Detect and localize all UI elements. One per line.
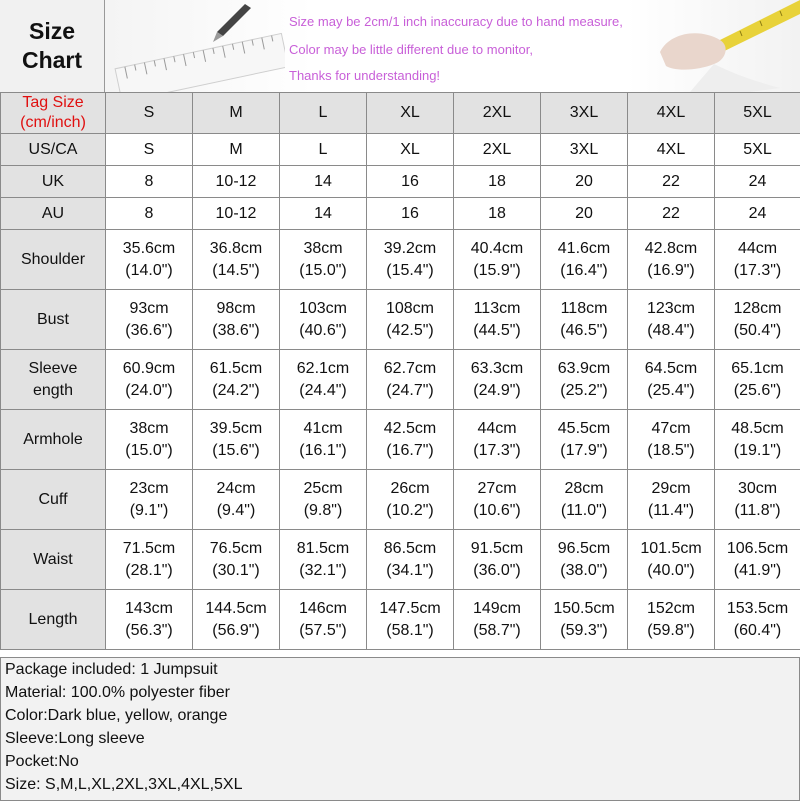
measurement-cell — [106, 530, 193, 590]
conversion-cell: 16 — [367, 166, 454, 198]
measurement-cell — [367, 410, 454, 470]
measurement-label-line-2: ength — [1, 380, 105, 402]
inch-value: (32.1") — [280, 560, 366, 582]
detail-color: Color:Dark blue, yellow, orange — [5, 705, 227, 727]
measurement-cell — [280, 290, 367, 350]
cm-value: 38cm — [106, 418, 192, 440]
measurement-cell — [193, 230, 280, 290]
measurement-cell — [367, 290, 454, 350]
measurement-label-line-1: Waist — [1, 549, 105, 571]
inch-value: (14.0") — [106, 260, 192, 282]
conversion-cell: 24 — [715, 198, 800, 230]
inch-value: (16.1") — [280, 440, 366, 462]
measurement-row — [1, 350, 800, 410]
conversion-cell: 8 — [106, 166, 193, 198]
tag-size-label-line-1: Tag Size — [1, 93, 105, 113]
inch-value: (25.6") — [715, 380, 800, 402]
inch-value: (11.4") — [628, 500, 714, 522]
measurement-cell — [715, 350, 800, 410]
size-header-cell: M — [193, 93, 280, 134]
measurement-cell — [106, 230, 193, 290]
conversion-cell: 3XL — [541, 134, 628, 166]
inch-value: (58.1") — [367, 620, 453, 642]
inch-value: (36.6") — [106, 320, 192, 342]
cm-value: 61.5cm — [193, 358, 279, 380]
measurement-cell — [541, 350, 628, 410]
measurement-label-line-1: Cuff — [1, 489, 105, 511]
measurement-cell — [715, 590, 800, 650]
inch-value: (25.4") — [628, 380, 714, 402]
cm-value: 44cm — [715, 238, 800, 260]
ruler-pencil-illustration — [105, 0, 285, 92]
measurement-cell — [193, 410, 280, 470]
measurement-cell — [454, 350, 541, 410]
measurement-cell — [367, 590, 454, 650]
cm-value: 24cm — [193, 478, 279, 500]
inch-value: (11.8") — [715, 500, 800, 522]
measurement-row — [1, 290, 800, 350]
cm-value: 113cm — [454, 298, 540, 320]
cm-value: 71.5cm — [106, 538, 192, 560]
detail-package: Package included: 1 Jumpsuit — [5, 659, 218, 681]
measurement-label — [1, 470, 106, 530]
title-line-1: Size — [29, 17, 75, 46]
inch-value: (16.7") — [367, 440, 453, 462]
measurement-cell — [715, 410, 800, 470]
inch-value: (17.3") — [454, 440, 540, 462]
measurement-cell — [106, 410, 193, 470]
inch-value: (15.4") — [367, 260, 453, 282]
measurement-cell — [715, 530, 800, 590]
measurement-cell — [280, 230, 367, 290]
conversion-cell: 20 — [541, 166, 628, 198]
cm-value: 65.1cm — [715, 358, 800, 380]
measurement-cell — [193, 530, 280, 590]
measurement-row — [1, 230, 800, 290]
inch-value: (38.0") — [541, 560, 627, 582]
conversion-row — [1, 166, 800, 198]
note-line-3: Thanks for understanding! — [289, 68, 440, 83]
tag-size-label — [1, 93, 106, 134]
measurement-cell — [367, 350, 454, 410]
measurement-cell — [454, 410, 541, 470]
chart-title — [0, 0, 105, 93]
cm-value: 123cm — [628, 298, 714, 320]
cm-value: 62.1cm — [280, 358, 366, 380]
measurement-cell — [193, 590, 280, 650]
cm-value: 146cm — [280, 598, 366, 620]
measurement-cell — [106, 470, 193, 530]
inch-value: (25.2") — [541, 380, 627, 402]
size-header-cell: L — [280, 93, 367, 134]
inch-value: (34.1") — [367, 560, 453, 582]
cm-value: 144.5cm — [193, 598, 279, 620]
cm-value: 63.9cm — [541, 358, 627, 380]
cm-value: 48.5cm — [715, 418, 800, 440]
conversion-label: UK — [1, 166, 106, 198]
conversion-row — [1, 198, 800, 230]
conversion-row — [1, 134, 800, 166]
cm-value: 150.5cm — [541, 598, 627, 620]
inch-value: (50.4") — [715, 320, 800, 342]
title-line-2: Chart — [22, 46, 82, 75]
cm-value: 42.5cm — [367, 418, 453, 440]
inch-value: (17.9") — [541, 440, 627, 462]
measurement-label — [1, 590, 106, 650]
inch-value: (9.8") — [280, 500, 366, 522]
detail-sleeve: Sleeve:Long sleeve — [5, 728, 145, 750]
measurement-cell — [193, 290, 280, 350]
conversion-cell: 10-12 — [193, 166, 280, 198]
inch-value: (44.5") — [454, 320, 540, 342]
cm-value: 40.4cm — [454, 238, 540, 260]
inch-value: (57.5") — [280, 620, 366, 642]
measurement-label — [1, 230, 106, 290]
measurement-label — [1, 350, 106, 410]
size-header-cell: 5XL — [715, 93, 800, 134]
inch-value: (46.5") — [541, 320, 627, 342]
measurement-label — [1, 410, 106, 470]
cm-value: 39.2cm — [367, 238, 453, 260]
header-banner — [105, 0, 800, 93]
cm-value: 147.5cm — [367, 598, 453, 620]
detail-sizes: Size: S,M,L,XL,2XL,3XL,4XL,5XL — [5, 774, 242, 796]
conversion-cell: 18 — [454, 198, 541, 230]
chart-header — [0, 0, 800, 94]
measurement-cell — [715, 470, 800, 530]
inch-value: (9.4") — [193, 500, 279, 522]
tape-measure-hand-illustration — [630, 0, 800, 92]
inch-value: (40.6") — [280, 320, 366, 342]
tag-size-label-line-2: (cm/inch) — [1, 113, 105, 133]
cm-value: 143cm — [106, 598, 192, 620]
conversion-cell: 8 — [106, 198, 193, 230]
cm-value: 26cm — [367, 478, 453, 500]
measurement-cell — [280, 470, 367, 530]
conversion-cell: 22 — [628, 198, 715, 230]
inch-value: (28.1") — [106, 560, 192, 582]
size-table — [0, 92, 800, 650]
inch-value: (14.5") — [193, 260, 279, 282]
measurement-cell — [715, 290, 800, 350]
conversion-cell: 4XL — [628, 134, 715, 166]
cm-value: 36.8cm — [193, 238, 279, 260]
cm-value: 152cm — [628, 598, 714, 620]
measurement-row — [1, 410, 800, 470]
conversion-cell: S — [106, 134, 193, 166]
cm-value: 45.5cm — [541, 418, 627, 440]
conversion-cell: 14 — [280, 166, 367, 198]
measurement-row — [1, 530, 800, 590]
size-header-cell: 2XL — [454, 93, 541, 134]
cm-value: 93cm — [106, 298, 192, 320]
size-header-cell: 3XL — [541, 93, 628, 134]
inch-value: (42.5") — [367, 320, 453, 342]
cm-value: 76.5cm — [193, 538, 279, 560]
cm-value: 149cm — [454, 598, 540, 620]
measurement-cell — [628, 410, 715, 470]
measurement-cell — [280, 350, 367, 410]
measurement-cell — [628, 290, 715, 350]
measurement-cell — [454, 590, 541, 650]
measurement-label-line-1: Armhole — [1, 429, 105, 451]
cm-value: 81.5cm — [280, 538, 366, 560]
inch-value: (24.4") — [280, 380, 366, 402]
measurement-cell — [628, 470, 715, 530]
cm-value: 103cm — [280, 298, 366, 320]
cm-value: 128cm — [715, 298, 800, 320]
inch-value: (17.3") — [715, 260, 800, 282]
inch-value: (59.8") — [628, 620, 714, 642]
cm-value: 62.7cm — [367, 358, 453, 380]
cm-value: 98cm — [193, 298, 279, 320]
cm-value: 91.5cm — [454, 538, 540, 560]
conversion-cell: M — [193, 134, 280, 166]
cm-value: 41cm — [280, 418, 366, 440]
cm-value: 41.6cm — [541, 238, 627, 260]
measurement-cell — [541, 290, 628, 350]
conversion-cell: L — [280, 134, 367, 166]
measurement-cell — [193, 350, 280, 410]
measurement-cell — [541, 530, 628, 590]
measurement-cell — [628, 350, 715, 410]
measurement-cell — [628, 530, 715, 590]
inch-value: (19.1") — [715, 440, 800, 462]
inch-value: (56.3") — [106, 620, 192, 642]
conversion-cell: 24 — [715, 166, 800, 198]
cm-value: 47cm — [628, 418, 714, 440]
cm-value: 96.5cm — [541, 538, 627, 560]
measurement-label — [1, 530, 106, 590]
inch-value: (10.6") — [454, 500, 540, 522]
inch-value: (36.0") — [454, 560, 540, 582]
measurement-cell — [628, 230, 715, 290]
conversion-cell: 22 — [628, 166, 715, 198]
measurement-cell — [454, 530, 541, 590]
measurement-cell — [280, 530, 367, 590]
measurement-cell — [454, 230, 541, 290]
cm-value: 101.5cm — [628, 538, 714, 560]
measurement-cell — [628, 590, 715, 650]
conversion-cell: 14 — [280, 198, 367, 230]
conversion-cell: 18 — [454, 166, 541, 198]
size-header-cell: 4XL — [628, 93, 715, 134]
inch-value: (24.2") — [193, 380, 279, 402]
inch-value: (16.4") — [541, 260, 627, 282]
product-details — [0, 657, 800, 801]
measurement-label-line-1: Bust — [1, 309, 105, 331]
cm-value: 29cm — [628, 478, 714, 500]
cm-value: 23cm — [106, 478, 192, 500]
measurement-cell — [454, 290, 541, 350]
cm-value: 42.8cm — [628, 238, 714, 260]
cm-value: 25cm — [280, 478, 366, 500]
detail-material: Material: 100.0% polyester fiber — [5, 682, 230, 704]
inch-value: (15.0") — [280, 260, 366, 282]
measurement-cell — [106, 350, 193, 410]
measurement-cell — [280, 410, 367, 470]
inch-value: (30.1") — [193, 560, 279, 582]
measurement-cell — [541, 470, 628, 530]
cm-value: 30cm — [715, 478, 800, 500]
cm-value: 60.9cm — [106, 358, 192, 380]
measurement-row — [1, 470, 800, 530]
measurement-row — [1, 590, 800, 650]
inch-value: (24.0") — [106, 380, 192, 402]
cm-value: 38cm — [280, 238, 366, 260]
tag-size-row — [1, 93, 800, 134]
conversion-cell: 5XL — [715, 134, 800, 166]
cm-value: 86.5cm — [367, 538, 453, 560]
inch-value: (58.7") — [454, 620, 540, 642]
measurement-cell — [367, 470, 454, 530]
cm-value: 35.6cm — [106, 238, 192, 260]
measurement-cell — [367, 530, 454, 590]
conversion-cell: 16 — [367, 198, 454, 230]
cm-value: 153.5cm — [715, 598, 800, 620]
measurement-cell — [541, 410, 628, 470]
cm-value: 108cm — [367, 298, 453, 320]
cm-value: 39.5cm — [193, 418, 279, 440]
inch-value: (15.0") — [106, 440, 192, 462]
conversion-label: US/CA — [1, 134, 106, 166]
measurement-label-line-1: Length — [1, 609, 105, 631]
inch-value: (38.6") — [193, 320, 279, 342]
measurement-cell — [106, 590, 193, 650]
measurement-cell — [715, 230, 800, 290]
inch-value: (16.9") — [628, 260, 714, 282]
cm-value: 106.5cm — [715, 538, 800, 560]
inch-value: (15.9") — [454, 260, 540, 282]
inch-value: (9.1") — [106, 500, 192, 522]
detail-pocket: Pocket:No — [5, 751, 79, 773]
conversion-cell: XL — [367, 134, 454, 166]
measurement-cell — [454, 470, 541, 530]
measurement-label-line-1: Sleeve — [1, 358, 105, 380]
conversion-label: AU — [1, 198, 106, 230]
cm-value: 64.5cm — [628, 358, 714, 380]
cm-value: 63.3cm — [454, 358, 540, 380]
inch-value: (56.9") — [193, 620, 279, 642]
inch-value: (24.9") — [454, 380, 540, 402]
inch-value: (40.0") — [628, 560, 714, 582]
size-header-cell: S — [106, 93, 193, 134]
inch-value: (41.9") — [715, 560, 800, 582]
conversion-cell: 10-12 — [193, 198, 280, 230]
note-line-1: Size may be 2cm/1 inch inaccuracy due to hand measure, — [289, 14, 623, 29]
inch-value: (11.0") — [541, 500, 627, 522]
note-line-2: Color may be little different due to monitor, — [289, 42, 533, 57]
measurement-label-line-1: Shoulder — [1, 249, 105, 271]
measurement-cell — [280, 590, 367, 650]
measurement-cell — [541, 230, 628, 290]
measurement-cell — [541, 590, 628, 650]
conversion-cell: 2XL — [454, 134, 541, 166]
inch-value: (48.4") — [628, 320, 714, 342]
inch-value: (60.4") — [715, 620, 800, 642]
inch-value: (59.3") — [541, 620, 627, 642]
measurement-cell — [193, 470, 280, 530]
inch-value: (10.2") — [367, 500, 453, 522]
measurement-cell — [367, 230, 454, 290]
measurement-cell — [106, 290, 193, 350]
cm-value: 27cm — [454, 478, 540, 500]
conversion-cell: 20 — [541, 198, 628, 230]
cm-value: 44cm — [454, 418, 540, 440]
cm-value: 28cm — [541, 478, 627, 500]
measurement-label — [1, 290, 106, 350]
cm-value: 118cm — [541, 298, 627, 320]
inch-value: (24.7") — [367, 380, 453, 402]
size-header-cell: XL — [367, 93, 454, 134]
inch-value: (18.5") — [628, 440, 714, 462]
inch-value: (15.6") — [193, 440, 279, 462]
